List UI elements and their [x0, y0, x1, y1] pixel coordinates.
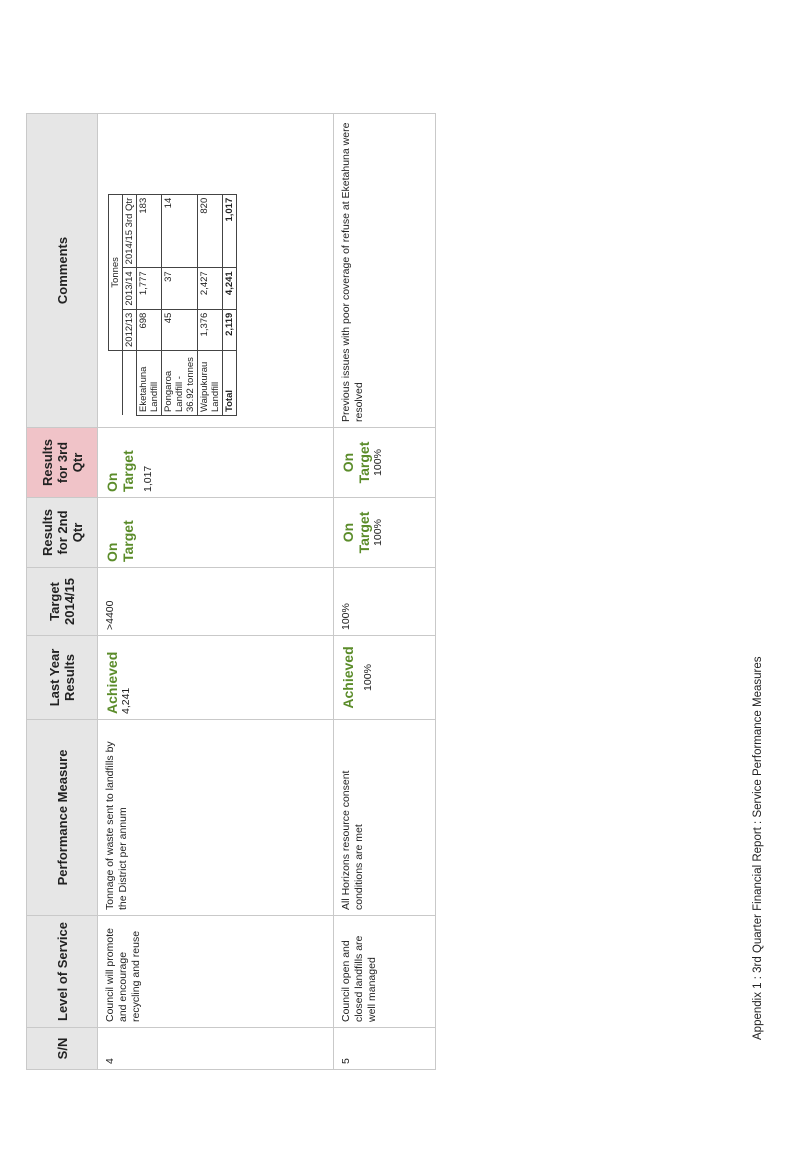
tonnes-cell: 4,241: [223, 268, 237, 309]
tonnes-row-label: Eketahuna Landfill: [137, 351, 162, 416]
tonnes-cell: 37: [162, 268, 198, 309]
sn-cell: 4: [98, 1028, 334, 1070]
page-footer: Appendix 1 : 3rd Quarter Financial Report : Service Performance Measures: [752, 656, 764, 1040]
q2-cell: [334, 498, 436, 568]
tonnes-col: 2013/14: [123, 268, 137, 309]
level-cell: Council will promote and encourage recycling and reuse: [98, 916, 334, 1028]
tonnes-cell: 45: [162, 309, 198, 350]
tonnes-cell: 14: [162, 194, 198, 268]
tonnes-cell: 1,376: [198, 309, 223, 350]
status-badge: Achieved: [104, 651, 120, 714]
status-badge: On Target: [340, 511, 372, 554]
header-last-year: Last Year Results: [27, 636, 98, 720]
comments-cell: [98, 114, 334, 428]
value-text: 100%: [372, 449, 384, 476]
tonnes-cell: 1,777: [137, 268, 162, 309]
level-cell: Council open and closed landfills are well managed: [334, 916, 436, 1028]
tonnes-row-label: Waipukurau Landfill: [198, 351, 223, 416]
measure-cell: Tonnage of waste sent to landfills by the District per annum: [98, 720, 334, 916]
q3-cell: [98, 428, 334, 498]
value-text: 100%: [362, 664, 374, 691]
tonnes-row-label: Pongaroa Landfill - 36.92 tonnes: [162, 351, 198, 416]
table-row: [334, 114, 436, 1070]
header-level: Level of Service: [27, 916, 98, 1028]
tonnes-col: 2012/13: [123, 309, 137, 350]
value-text: 1,017: [142, 465, 154, 492]
tonnes-col: 2014/15 3rd Qtr: [123, 194, 137, 268]
last-year-cell: [98, 636, 334, 720]
tonnes-cell: 2,427: [198, 268, 223, 309]
header-comments: Comments: [27, 114, 98, 428]
tonnes-table: [108, 194, 237, 416]
table-row: [98, 114, 334, 1070]
rotated-page: [26, 114, 436, 1070]
header-row: [27, 114, 98, 1070]
tonnes-cell: 698: [137, 309, 162, 350]
measure-cell: All Horizons resource consent conditions are met: [334, 720, 436, 916]
comments-cell: Previous issues with poor coverage of refuse at Eketahuna were resolved: [334, 114, 436, 428]
q3-cell: [334, 428, 436, 498]
q2-cell: [98, 498, 334, 568]
value-text: 4,241: [120, 687, 132, 714]
tonnes-row-label: Total: [223, 351, 237, 416]
last-year-cell: [334, 636, 436, 720]
header-sn: S/N: [27, 1028, 98, 1070]
tonnes-cell: 1,017: [223, 194, 237, 268]
status-badge: On Target: [340, 441, 372, 484]
header-measure: Performance Measure: [27, 720, 98, 916]
header-q2: Results for 2nd Qtr: [27, 498, 98, 568]
header-target: Target 2014/15: [27, 568, 98, 636]
header-q3: Results for 3rd Qtr: [27, 428, 98, 498]
tonnes-title: Tonnes: [109, 194, 123, 350]
performance-table: [26, 113, 436, 1070]
status-badge: On Target: [104, 520, 136, 562]
target-cell: 100%: [334, 568, 436, 636]
sn-cell: 5: [334, 1028, 436, 1070]
target-cell: >4400: [98, 568, 334, 636]
tonnes-cell: 2,119: [223, 309, 237, 350]
tonnes-cell: 183: [137, 194, 162, 268]
tonnes-cell: 820: [198, 194, 223, 268]
value-text: 100%: [372, 519, 384, 546]
status-badge: Achieved: [340, 646, 356, 709]
status-badge: On Target: [104, 450, 136, 492]
